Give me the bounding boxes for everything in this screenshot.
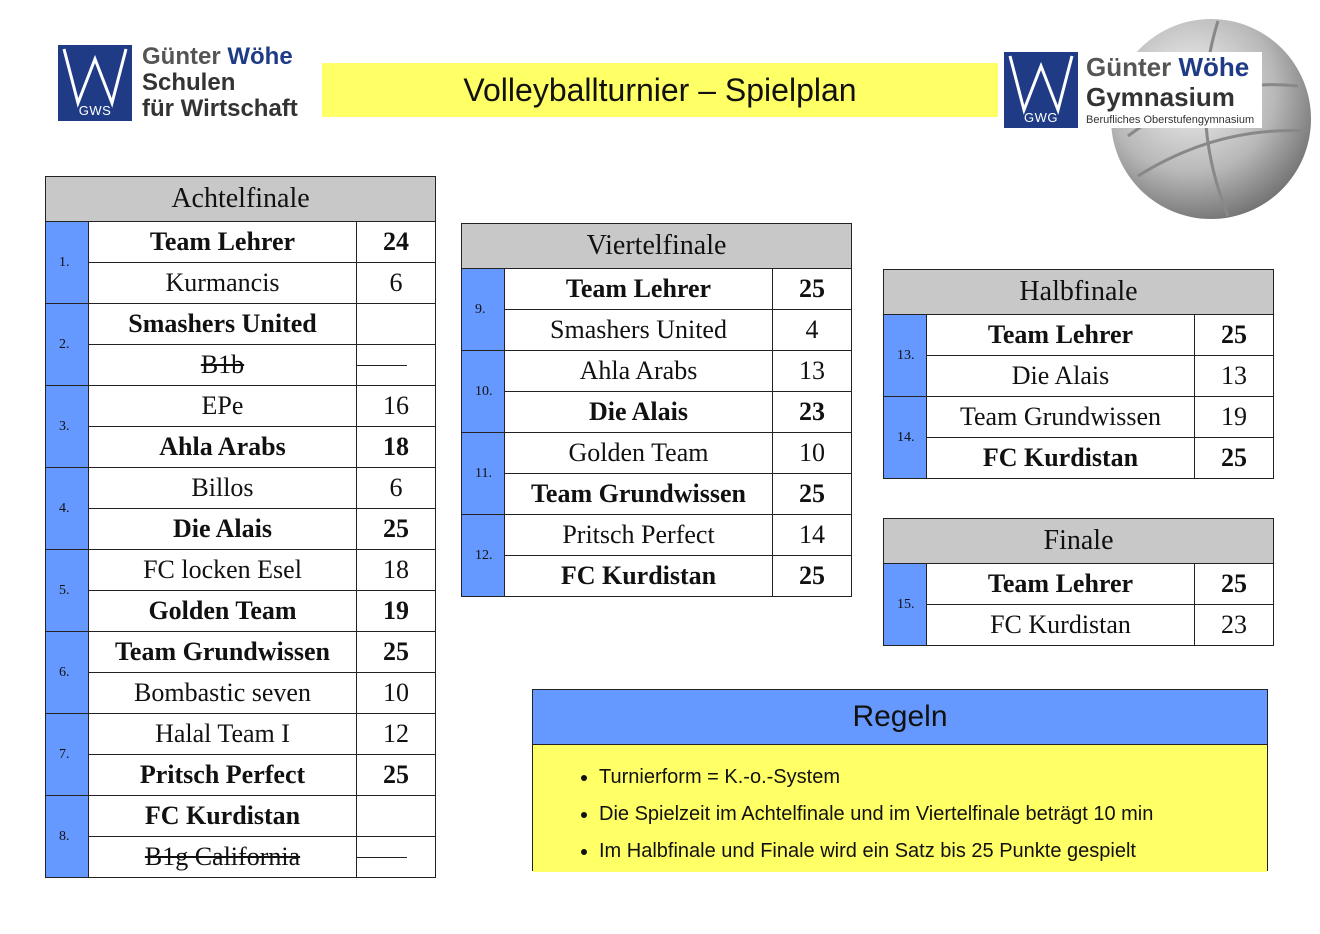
match-row bbox=[884, 605, 1274, 646]
team-name: Die Alais bbox=[89, 509, 357, 550]
team-name: Pritsch Perfect bbox=[89, 755, 357, 796]
match-number: 3. bbox=[46, 386, 89, 468]
team-name: Team Grundwissen bbox=[927, 397, 1195, 438]
match-row bbox=[884, 397, 1274, 438]
team-name: Ahla Arabs bbox=[505, 351, 773, 392]
team-name: FC Kurdistan bbox=[89, 796, 357, 837]
forfeit-strike bbox=[357, 857, 407, 858]
gws-logo bbox=[58, 44, 298, 122]
team-score: 18 bbox=[357, 550, 436, 591]
match-row bbox=[46, 796, 436, 837]
team-score: 16 bbox=[357, 386, 436, 427]
team-score: 19 bbox=[357, 591, 436, 632]
match-number: 6. bbox=[46, 632, 89, 714]
gwg-logo bbox=[1004, 52, 1262, 128]
team-name: Golden Team bbox=[505, 433, 773, 474]
match-number: 14. bbox=[884, 397, 927, 479]
match-number: 13. bbox=[884, 315, 927, 397]
team-name: FC locken Esel bbox=[89, 550, 357, 591]
team-score: 25 bbox=[1195, 564, 1274, 605]
team-name: Team Lehrer bbox=[927, 315, 1195, 356]
team-score: 14 bbox=[773, 515, 852, 556]
rules-list bbox=[533, 759, 1267, 870]
match-number: 2. bbox=[46, 304, 89, 386]
team-name: Smashers United bbox=[89, 304, 357, 345]
match-row bbox=[884, 438, 1274, 479]
team-score: 19 bbox=[1195, 397, 1274, 438]
team-score: 25 bbox=[357, 755, 436, 796]
team-score: 25 bbox=[1195, 315, 1274, 356]
gws-logo-abbr: GWS bbox=[78, 103, 112, 118]
match-row bbox=[462, 515, 852, 556]
team-score: 25 bbox=[357, 632, 436, 673]
match-row bbox=[462, 269, 852, 310]
team-score: 4 bbox=[773, 310, 852, 351]
team-name: EPe bbox=[89, 386, 357, 427]
viertelfinale-table bbox=[461, 223, 852, 597]
match-row bbox=[46, 345, 436, 386]
match-row bbox=[46, 222, 436, 263]
halbfinale-table bbox=[883, 269, 1274, 479]
team-score: 25 bbox=[773, 556, 852, 597]
team-name: Kurmancis bbox=[89, 263, 357, 304]
rules-body bbox=[533, 745, 1267, 872]
team-score bbox=[357, 837, 436, 878]
rule-item: • Die Spielzeit im Achtelfinale und im Viertelfinale beträgt 10 min bbox=[599, 796, 1267, 833]
team-score: 25 bbox=[1195, 438, 1274, 479]
team-name: FC Kurdistan bbox=[927, 605, 1195, 646]
match-row bbox=[884, 564, 1274, 605]
finale-table bbox=[883, 518, 1274, 646]
gws-logo-text: Günter Wöhe Schulen für Wirtschaft bbox=[142, 43, 298, 122]
team-score: 12 bbox=[357, 714, 436, 755]
match-row bbox=[462, 351, 852, 392]
match-row bbox=[462, 474, 852, 515]
team-score: 10 bbox=[357, 673, 436, 714]
achtelfinale-table bbox=[45, 176, 436, 878]
team-score: 23 bbox=[773, 392, 852, 433]
match-row bbox=[46, 468, 436, 509]
viertelfinale-title: Viertelfinale bbox=[462, 224, 852, 269]
team-name: Golden Team bbox=[89, 591, 357, 632]
match-row bbox=[46, 427, 436, 468]
rules-box bbox=[532, 689, 1268, 871]
team-score: 10 bbox=[773, 433, 852, 474]
match-row bbox=[46, 714, 436, 755]
team-name: Team Grundwissen bbox=[505, 474, 773, 515]
gwg-logo-mark bbox=[1004, 52, 1078, 128]
achtelfinale-title: Achtelfinale bbox=[46, 177, 436, 222]
team-score: 6 bbox=[357, 468, 436, 509]
team-name: B1b bbox=[89, 345, 357, 386]
gws-logo-mark bbox=[58, 45, 132, 121]
match-row bbox=[462, 556, 852, 597]
page-title: Volleyballturnier – Spielplan bbox=[322, 63, 998, 117]
team-name: Smashers United bbox=[505, 310, 773, 351]
match-number: 9. bbox=[462, 269, 505, 351]
halbfinale-title: Halbfinale bbox=[884, 270, 1274, 315]
team-score: 18 bbox=[357, 427, 436, 468]
match-number: 11. bbox=[462, 433, 505, 515]
match-row bbox=[46, 386, 436, 427]
team-name: FC Kurdistan bbox=[505, 556, 773, 597]
team-name: Die Alais bbox=[505, 392, 773, 433]
match-number: 8. bbox=[46, 796, 89, 878]
rules-title: Regeln bbox=[533, 690, 1267, 745]
match-number: 15. bbox=[884, 564, 927, 646]
team-score bbox=[357, 345, 436, 386]
team-name: Team Lehrer bbox=[505, 269, 773, 310]
match-number: 10. bbox=[462, 351, 505, 433]
match-row bbox=[46, 755, 436, 796]
team-score: 25 bbox=[773, 474, 852, 515]
match-row bbox=[462, 433, 852, 474]
match-row bbox=[46, 837, 436, 878]
team-score bbox=[357, 304, 436, 345]
match-number: 12. bbox=[462, 515, 505, 597]
team-name: B1g California bbox=[89, 837, 357, 878]
match-number: 7. bbox=[46, 714, 89, 796]
team-score: 6 bbox=[357, 263, 436, 304]
match-row bbox=[46, 591, 436, 632]
team-name: Billos bbox=[89, 468, 357, 509]
gwg-logo-text: Günter Wöhe Gymnasium Berufliches Oberstufengymnasium bbox=[1086, 52, 1255, 126]
team-score: 24 bbox=[357, 222, 436, 263]
gwg-logo-abbr: GWG bbox=[1024, 110, 1058, 125]
team-name: Ahla Arabs bbox=[89, 427, 357, 468]
match-row bbox=[462, 392, 852, 433]
team-name: Halal Team I bbox=[89, 714, 357, 755]
team-score: 13 bbox=[1195, 356, 1274, 397]
rule-item: • Turnierform = K.-o.-System bbox=[599, 759, 1267, 796]
team-name: Pritsch Perfect bbox=[505, 515, 773, 556]
team-name: Team Lehrer bbox=[89, 222, 357, 263]
team-name: Team Grundwissen bbox=[89, 632, 357, 673]
team-name: FC Kurdistan bbox=[927, 438, 1195, 479]
finale-title: Finale bbox=[884, 519, 1274, 564]
match-row bbox=[884, 356, 1274, 397]
forfeit-strike bbox=[357, 365, 407, 366]
match-row bbox=[462, 310, 852, 351]
match-number: 1. bbox=[46, 222, 89, 304]
rule-item: • Im Halbfinale und Finale wird ein Satz bis 25 Punkte gespielt bbox=[599, 833, 1267, 870]
match-row bbox=[46, 509, 436, 550]
match-row bbox=[884, 315, 1274, 356]
team-name: Bombastic seven bbox=[89, 673, 357, 714]
match-number: 4. bbox=[46, 468, 89, 550]
team-score: 23 bbox=[1195, 605, 1274, 646]
team-score bbox=[357, 796, 436, 837]
match-row bbox=[46, 263, 436, 304]
match-number: 5. bbox=[46, 550, 89, 632]
match-row bbox=[46, 673, 436, 714]
match-row bbox=[46, 632, 436, 673]
team-score: 25 bbox=[773, 269, 852, 310]
match-row bbox=[46, 550, 436, 591]
team-name: Team Lehrer bbox=[927, 564, 1195, 605]
match-row bbox=[46, 304, 436, 345]
team-score: 13 bbox=[773, 351, 852, 392]
team-name: Die Alais bbox=[927, 356, 1195, 397]
team-score: 25 bbox=[357, 509, 436, 550]
